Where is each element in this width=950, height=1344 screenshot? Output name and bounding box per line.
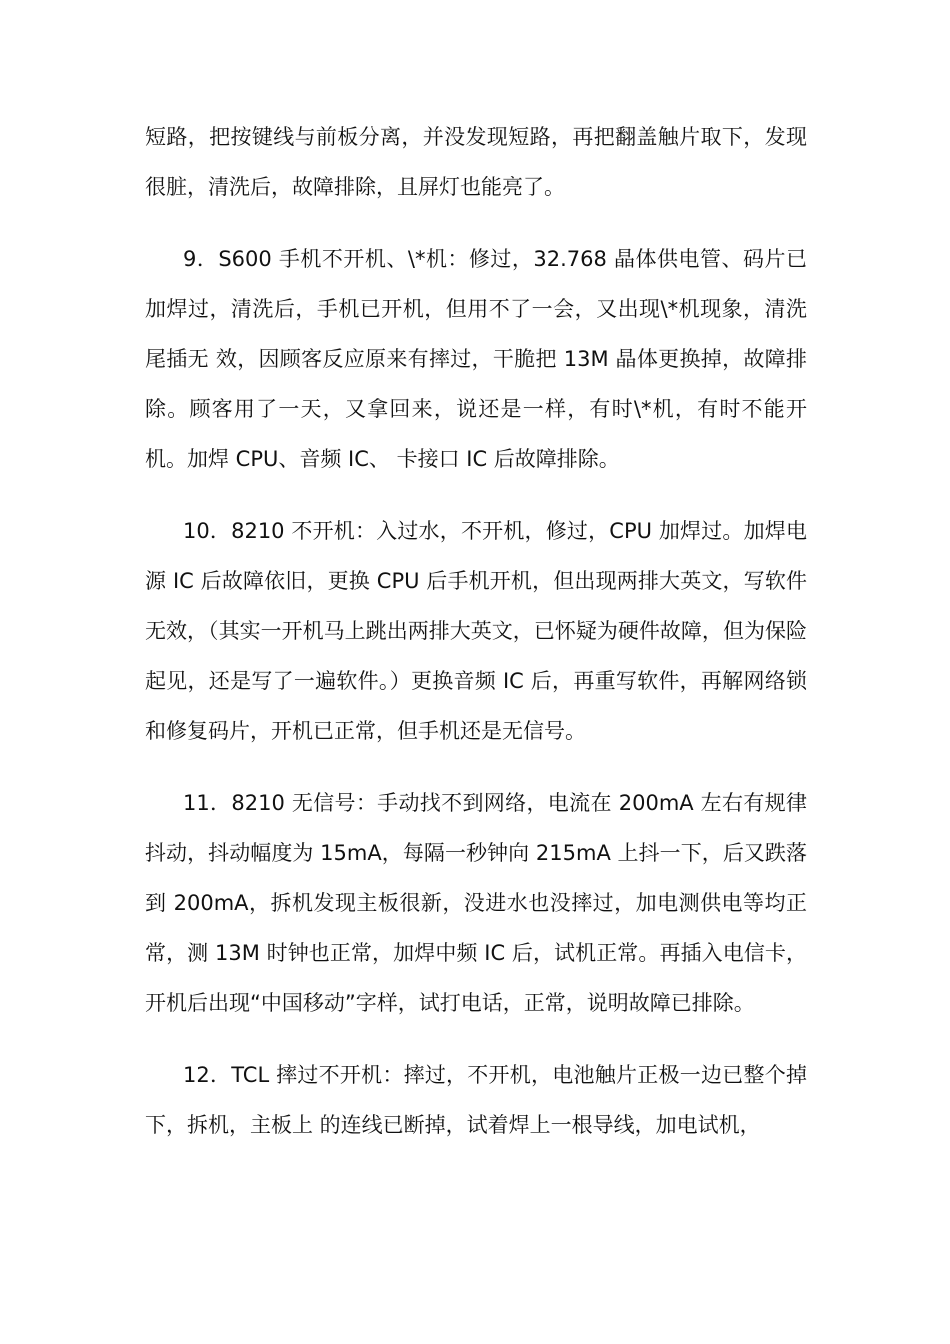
- paragraph-item-11: 11．8210 无信号：手动找不到网络，电流在 200mA 左右有规律抖动，抖动幅度为 15mA，每隔一秒钟向 215mA 上抖一下，后又跌落到 200mA，拆机发现主板很新，没进水也没摔过，加电测供电等均正常，测 13M 时钟也正常，加焊中频 IC 后，试机正常。再插入电信卡，开机后出现“中国移动”字样，试打电话，正常，说明故障已排除。: [145, 791, 807, 1015]
- paragraph-item-9: 9．S600 手机不开机、\*机：修过，32.768 晶体供电管、码片已加焊过，清洗后，手机已开机，但用不了一会，又出现\*机现象，清洗尾插无 效，因顾客反应原来有摔过，干脆把 13M 晶体更换掉，故障排除。顾客用了一天，又拿回来，说还是一样，有时\*机，有时不能开机。加焊 CPU、音频 IC、 卡接口 IC 后故障排除。: [145, 247, 807, 471]
- document-body: [145, 112, 807, 1172]
- paragraph-continuation: 短路，把按键线与前板分离，并没发现短路，再把翻盖触片取下，发现很脏，清洗后，故障排除，且屏灯也能亮了。: [145, 125, 807, 199]
- paragraph-item-10: 10．8210 不开机：入过水，不开机，修过，CPU 加焊过。加焊电源 IC 后故障依旧，更换 CPU 后手机开机，但出现两排大英文，写软件无效，（其实一开机马上跳出两排大英文，已怀疑为硬件故障，但为保险起见，还是写了一遍软件。）更换音频 IC 后，再重写软件，再解网络锁和修复码片，开机已正常，但手机还是无信号。: [145, 519, 807, 743]
- paragraph-item-12: 12．TCL 摔过不开机：摔过，不开机，电池触片正极一边已整个掉下，拆机，主板上 的连线已断掉，试着焊上一根导线，加电试机，: [145, 1063, 807, 1137]
